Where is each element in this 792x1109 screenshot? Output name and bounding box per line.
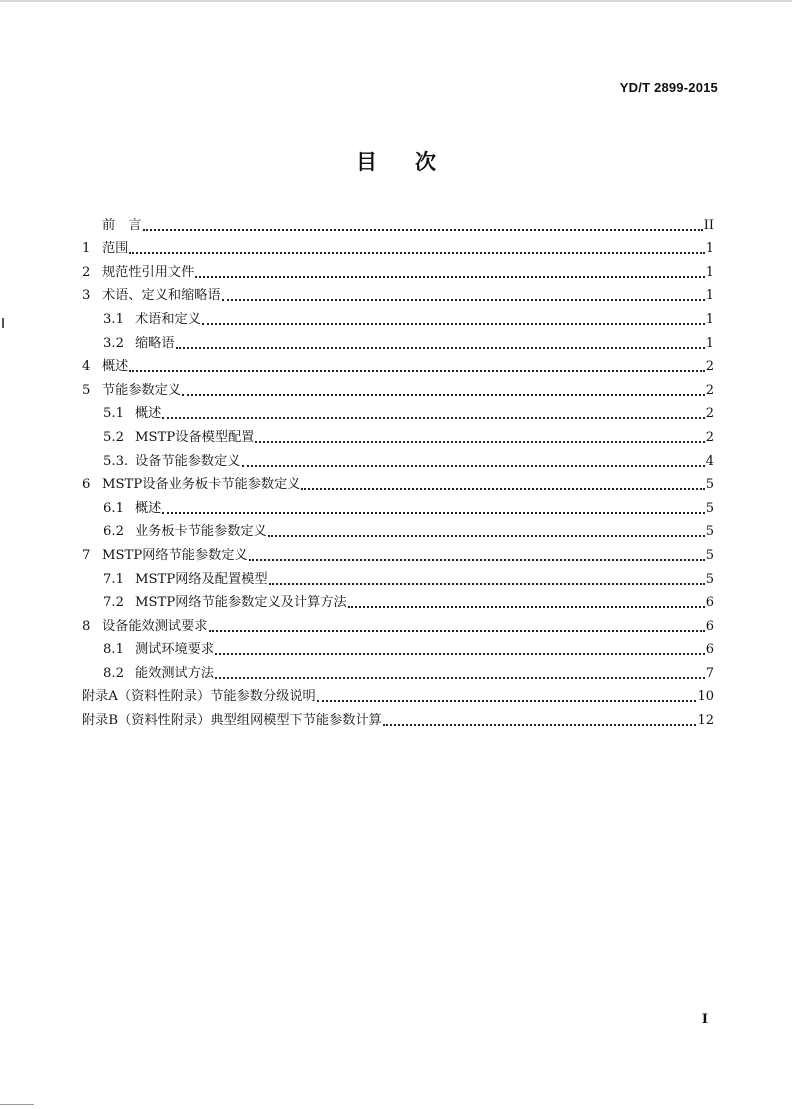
toc-entry-number: 6.2 [103,524,124,540]
toc-entry-number: 8 [82,618,91,634]
document-code: YD/T 2899-2015 [619,80,718,95]
toc-entry-number: 5.3. [103,453,129,469]
toc-entry[interactable] [82,446,714,470]
toc-entry-title: MSTP设备模型配置 [135,429,255,445]
toc-entry-number: 6 [82,477,91,493]
toc-leader-dots [269,583,705,585]
scan-top-edge [0,0,792,2]
toc-leader-dots [222,299,705,301]
toc-entry[interactable] [82,635,714,659]
toc-leader-dots [162,417,704,419]
toc-leader-dots [268,535,705,537]
toc-entry-page: 5 [705,477,714,493]
toc-entry-title: 设备节能参数定义 [135,453,241,469]
toc-entry-page: 2 [705,429,714,445]
toc-entry-title: 概述 [135,406,162,422]
toc-leader-dots [249,559,705,561]
toc-leader-dots [301,488,704,490]
toc-entry-number: 3.2 [103,335,124,351]
toc-entry-number: 7 [82,547,91,563]
toc-entry-page: 1 [705,335,714,351]
toc-entry[interactable] [82,352,714,376]
toc-entry[interactable] [82,422,714,446]
table-of-contents [82,210,714,729]
toc-entry-number: 7.2 [103,595,124,611]
toc-entry-title: 前 言 [102,217,142,233]
toc-entry-number: 5 [82,382,91,398]
toc-entry-number: 5.1 [103,406,124,422]
toc-leader-dots [162,512,704,514]
toc-entry-page: 7 [705,665,714,681]
toc-entry[interactable] [82,399,714,423]
toc-entry-number: 2 [82,264,91,280]
toc-entry-title: 规范性引用文件 [102,264,195,280]
toc-leader-dots [202,323,705,325]
toc-entry[interactable] [82,705,714,729]
toc-entry-number: 5.2 [103,429,124,445]
toc-title-char-1: 目 [356,149,377,174]
toc-entry-page: 1 [705,288,714,304]
toc-leader-dots [195,276,704,278]
toc-entry-title: MSTP网络及配置模型 [135,571,268,587]
toc-leader-dots [182,394,705,396]
toc-entry-title: 设备能效测试要求 [102,618,208,634]
toc-entry-title: 缩略语 [135,335,175,351]
toc-entry-title: 范围 [102,241,129,257]
scan-artifact [2,318,4,328]
toc-leader-dots [215,677,705,679]
toc-entry[interactable] [82,588,714,612]
toc-leader-dots [215,653,705,655]
toc-entry-page: 1 [705,311,714,327]
toc-entry-number: 7.1 [103,571,124,587]
toc-entry-number: 6.1 [103,500,124,516]
toc-entry-number: 3 [82,288,91,304]
toc-entry[interactable] [82,517,714,541]
toc-leader-dots [143,229,703,231]
toc-entry[interactable] [82,210,714,234]
toc-entry-page: 1 [705,264,714,280]
toc-leader-dots [255,441,704,443]
toc-entry-page: 6 [705,618,714,634]
toc-entry[interactable] [82,375,714,399]
toc-entry-page: 6 [705,595,714,611]
toc-entry-number: 8.2 [103,665,124,681]
toc-entry[interactable] [82,493,714,517]
toc-leader-dots [176,347,705,349]
toc-leader-dots [348,606,705,608]
toc-entry[interactable] [82,304,714,328]
toc-entry-title: 概述 [135,500,162,516]
toc-leader-dots [242,465,705,467]
toc-entry[interactable] [82,281,714,305]
toc-entry-page: 5 [705,500,714,516]
toc-entry-page: 5 [705,524,714,540]
toc-entry-title: 附录A（资料性附录）节能参数分级说明 [82,689,316,705]
toc-entry[interactable] [82,564,714,588]
toc-entry-title: 测试环境要求 [135,642,215,658]
toc-entry-number: 8.1 [103,642,124,658]
toc-entry-page: 1 [705,241,714,257]
toc-title-char-2: 次 [415,149,436,174]
toc-entry-number: 4 [82,359,91,375]
toc-entry-title: MSTP设备业务板卡节能参数定义 [102,477,301,493]
toc-entry-page: II [703,217,714,233]
scan-artifact [0,1104,34,1105]
toc-entry-title: 节能参数定义 [102,382,182,398]
toc-entry-page: 2 [705,382,714,398]
toc-entry-page: 2 [705,359,714,375]
toc-entry-title: MSTP网络节能参数定义及计算方法 [135,595,347,611]
toc-entry-page: 6 [705,642,714,658]
toc-entry-number: 1 [82,241,91,257]
toc-entry[interactable] [82,470,714,494]
toc-entry[interactable] [82,234,714,258]
toc-entry-title: 业务板卡节能参数定义 [135,524,267,540]
toc-title [0,146,792,176]
toc-leader-dots [129,252,704,254]
toc-leader-dots [129,370,704,372]
toc-leader-dots [209,630,705,632]
toc-entry-title: 术语和定义 [135,311,201,327]
toc-entry[interactable] [82,328,714,352]
toc-entry[interactable] [82,658,714,682]
toc-entry-page: 2 [705,406,714,422]
toc-entry-number: 3.1 [103,311,124,327]
toc-leader-dots [383,724,697,726]
toc-entry-page: 12 [697,713,714,729]
toc-entry-title: 术语、定义和缩略语 [102,288,221,304]
toc-entry[interactable] [82,682,714,706]
toc-entry-page: 5 [705,571,714,587]
toc-entry-title: 能效测试方法 [135,665,215,681]
toc-entry-title: 概述 [102,359,129,375]
page-number: I [701,1012,708,1027]
toc-entry[interactable] [82,611,714,635]
toc-entry-page: 10 [697,689,714,705]
toc-entry-page: 4 [705,453,714,469]
toc-entry[interactable] [82,540,714,564]
toc-entry-title: 附录B（资料性附录）典型组网模型下节能参数计算 [82,713,382,729]
toc-entry-title: MSTP网络节能参数定义 [102,547,248,563]
toc-leader-dots [317,700,697,702]
toc-entry-page: 5 [705,547,714,563]
toc-entry[interactable] [82,257,714,281]
